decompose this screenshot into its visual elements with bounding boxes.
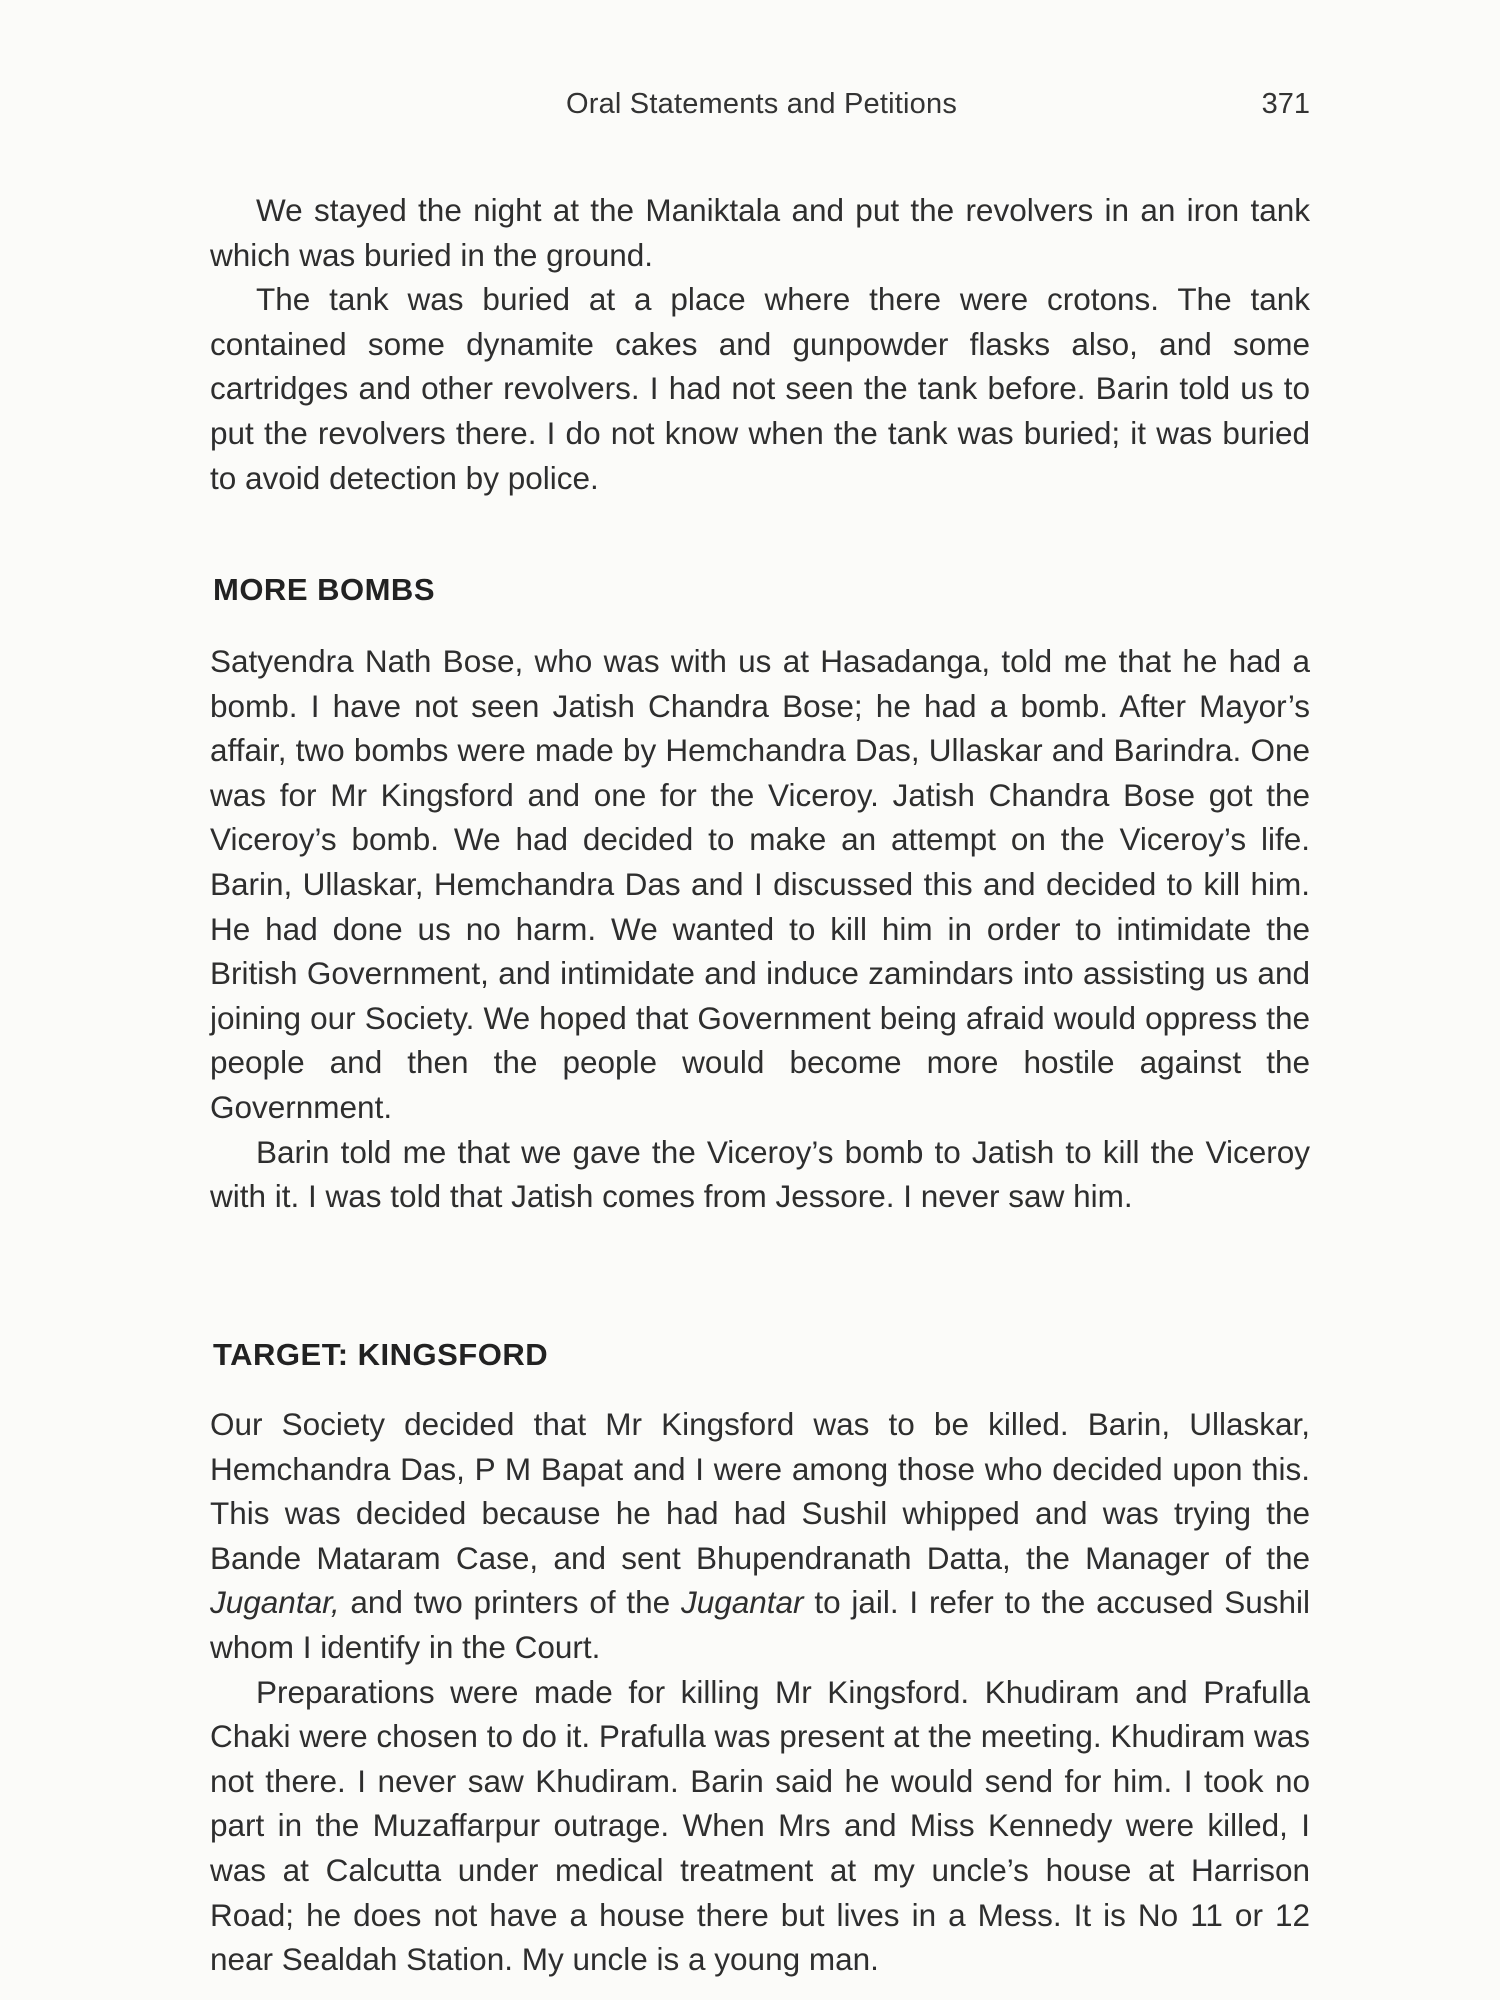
kingsford-paragraph-2: Preparations were made for killing Mr Kingsford. Khudiram and Prafulla Chaki were chosen to do it. Prafulla was present at the meeting. Khudiram was not there. I never saw Khudiram. Barin said he would send for him. I took no part in the Muzaffarpur outrage. When Mrs and Miss Kennedy were killed, I was at Calcutta under medical treatment at my uncle’s house at Harrison Road; he does not have a house there but lives in a Mess. It is No 11 or 12 near Sealdah Station. My uncle is a young man. — [210, 1673, 1310, 1978]
intro-paragraph-1: We stayed the night at the Maniktala and put the revolvers in an iron tank which was buried in the ground. — [210, 192, 1310, 273]
intro-paragraph-2: The tank was buried at a place where there were crotons. The tank contained some dynamite cakes and gunpowder flasks also, and some cartridges and other revolvers. I had not seen the tank before. Barin told us to put the revolvers there. I do not know when the tank was buried; it was buried to avoid detection by police. — [210, 281, 1310, 496]
intro-block — [210, 188, 1310, 500]
running-header — [213, 88, 1310, 128]
section-heading-more-bombs: MORE BOMBS — [213, 572, 435, 607]
newspaper-name-jugantar-1: Jugantar, — [210, 1584, 340, 1621]
page-number: 371 — [1261, 88, 1310, 120]
running-title: Oral Statements and Petitions — [565, 88, 958, 120]
kingsford-text-a: Our Society decided that Mr Kingsford was to be killed. Barin, Ullaskar, Hemchandra Das, P M Bapat and I were among those who decided upon this. This was decided because he had had Sushil whipped and was trying the Bande Mataram Case, and sent Bhupendranath Datta, the Manager of the — [210, 1406, 1310, 1576]
more-bombs-paragraph-2: Barin told me that we gave the Viceroy’s bomb to Jatish to kill the Viceroy with it. I was told that Jatish comes from Jessore. I never saw him. — [210, 1133, 1310, 1215]
newspaper-name-jugantar-2: Jugantar — [680, 1584, 804, 1621]
kingsford-paragraph-1 — [210, 1402, 1310, 1670]
more-bombs-paragraph-1: Satyendra Nath Bose, who was with us at Hasadanga, told me that he had a bomb. I have not seen Jatish Chandra Bose; he had a bomb. After Mayor’s affair, two bombs were made by Hemchandra Das, Ullaskar and Barindra. One was for Mr Kingsford and one for the Viceroy. Jatish Chandra Bose got the Viceroy’s bomb. We had decided to make an attempt on the Viceroy’s life. Barin, Ullaskar, Hemchandra Das and I discussed this and decided to kill him. He had done us no harm. We wanted to kill him in order to intimidate the British Government, and intimidate and induce zamindars into assisting us and joining our Society. We hoped that Government being afraid would oppress the people and then the people would become more hostile against the Government. — [210, 643, 1310, 1125]
kingsford-text-c: to jail. I refer to the accused Sushil whom I identify in the Court. — [210, 1584, 1311, 1665]
more-bombs-block — [210, 639, 1310, 1219]
kingsford-block — [210, 1402, 1310, 1982]
kingsford-text-b: and two printers of the — [339, 1584, 681, 1621]
section-heading-target-kingsford: TARGET: KINGSFORD — [213, 1337, 549, 1372]
